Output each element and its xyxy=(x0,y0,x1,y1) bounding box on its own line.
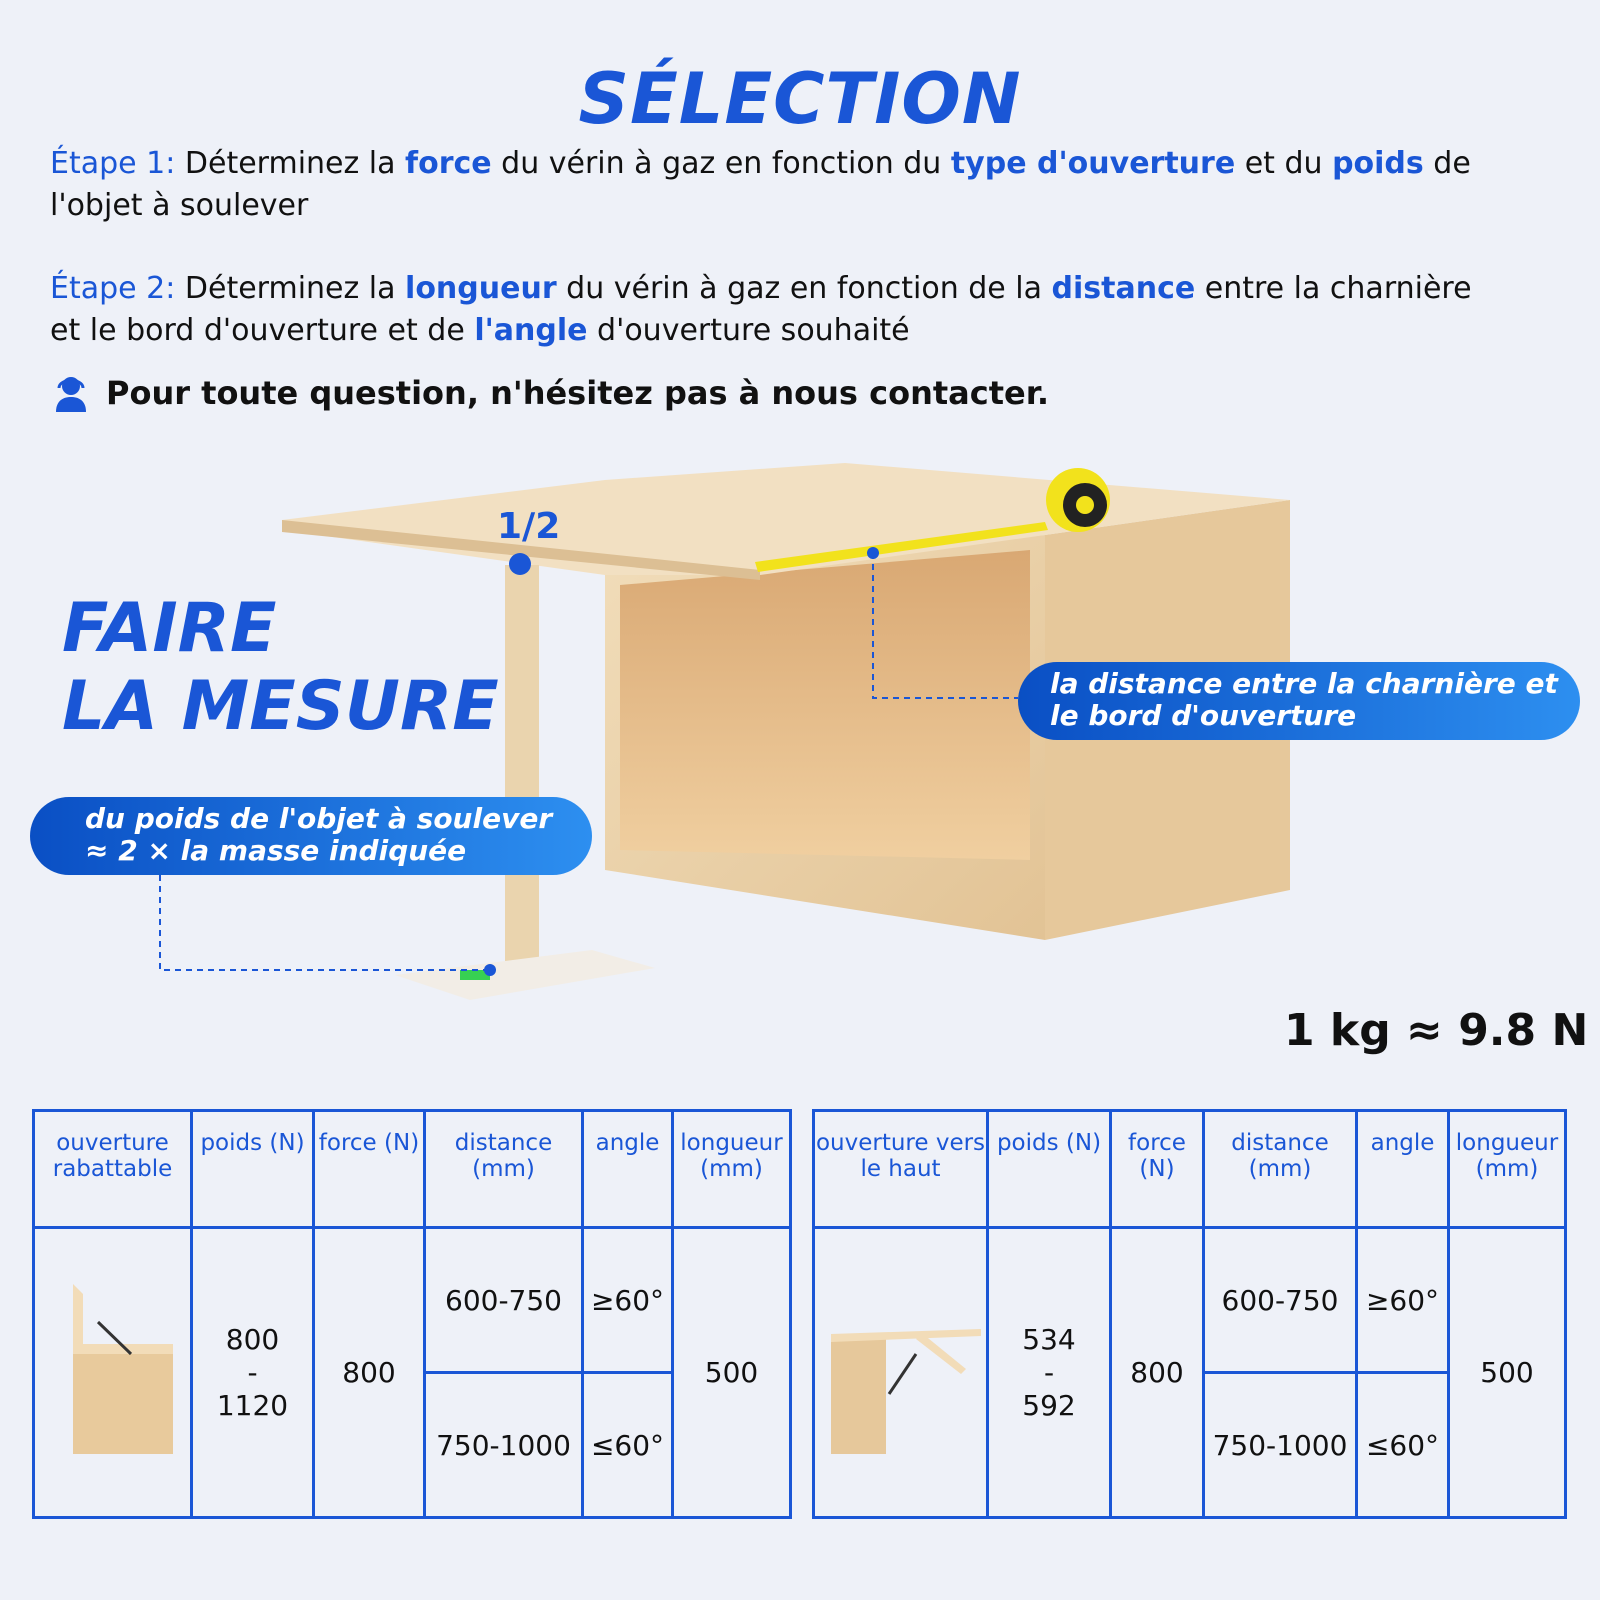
callout-line: du poids de l'objet à soulever xyxy=(85,802,553,835)
longueur-cell: 500 xyxy=(1449,1228,1566,1518)
callout-line: la distance entre la charnière et xyxy=(1050,667,1558,700)
step-text: Déterminez la xyxy=(175,146,406,181)
step-highlight: longueur xyxy=(405,271,557,306)
longueur-cell: 500 xyxy=(673,1228,791,1518)
step-1-text xyxy=(50,143,1510,227)
angle-header: angle xyxy=(1357,1111,1449,1228)
poids-sep: - xyxy=(247,1356,258,1389)
distance-cell: 750-1000 xyxy=(425,1373,583,1518)
poids-min: 534 xyxy=(1022,1323,1076,1356)
step-text: Déterminez la xyxy=(175,271,406,306)
spec-table-rabattable xyxy=(32,1109,792,1519)
callout-line: ≈ 2 × la masse indiquée xyxy=(85,834,467,867)
measure-heading xyxy=(62,590,499,746)
angle-cell: ≤60° xyxy=(583,1373,673,1518)
contact-text: Pour toute question, n'hésitez pas à nous contacter. xyxy=(106,374,1050,412)
step-2-text xyxy=(50,268,1510,352)
step-text: d'ouverture souhaité xyxy=(587,313,910,348)
step-text: du vérin à gaz en fonction de la xyxy=(556,271,1052,306)
longueur-header: longueur (mm) xyxy=(673,1111,791,1228)
poids-cell xyxy=(192,1228,314,1518)
rabattable-thumbnail xyxy=(34,1228,192,1518)
page-title: SÉLECTION xyxy=(578,58,1022,140)
step-highlight: poids xyxy=(1332,146,1424,181)
measure-heading-line: LA MESURE xyxy=(62,667,499,746)
opening-type-header: ouverture vers le haut xyxy=(814,1111,988,1228)
poids-cell xyxy=(988,1228,1111,1518)
distance-cell: 750-1000 xyxy=(1204,1373,1357,1518)
force-header: force (N) xyxy=(314,1111,425,1228)
step-2-label: Étape 2: xyxy=(50,271,176,306)
angle-cell: ≥60° xyxy=(1357,1228,1449,1373)
poids-header: poids (N) xyxy=(192,1111,314,1228)
vers-le-haut-thumbnail xyxy=(814,1228,988,1518)
step-text: du vérin à gaz en fonction du xyxy=(491,146,951,181)
distance-header: distance (mm) xyxy=(425,1111,583,1228)
step-highlight: l'angle xyxy=(474,313,588,348)
support-agent-icon xyxy=(50,372,92,414)
step-text: entre la charnière et le bord d'ouverture et de xyxy=(50,271,1472,348)
poids-max: 592 xyxy=(1022,1389,1076,1422)
spec-table-vers-le-haut xyxy=(812,1109,1567,1519)
conversion-note: 1 kg ≈ 9.8 N xyxy=(1284,1005,1589,1056)
measurement-illustration xyxy=(0,440,1600,1060)
angle-header: angle xyxy=(583,1111,673,1228)
angle-cell: ≥60° xyxy=(583,1228,673,1373)
force-cell: 800 xyxy=(1111,1228,1204,1518)
poids-min: 800 xyxy=(225,1323,280,1356)
step-highlight: distance xyxy=(1051,271,1196,306)
angle-cell: ≤60° xyxy=(1357,1373,1449,1518)
poids-sep: - xyxy=(1043,1356,1055,1389)
distance-header: distance (mm) xyxy=(1204,1111,1357,1228)
distance-cell: 600-750 xyxy=(1204,1228,1357,1373)
poids-header: poids (N) xyxy=(988,1111,1111,1228)
measure-heading-line: FAIRE xyxy=(62,589,277,668)
force-cell: 800 xyxy=(314,1228,425,1518)
step-1-label: Étape 1: xyxy=(50,146,176,181)
longueur-header: longueur (mm) xyxy=(1449,1111,1566,1228)
callout-line: le bord d'ouverture xyxy=(1050,699,1357,732)
half-point-marker xyxy=(509,553,531,575)
distance-cell: 600-750 xyxy=(425,1228,583,1373)
step-text: de l'objet à soulever xyxy=(50,146,1471,223)
weight-callout xyxy=(30,797,592,875)
contact-line[interactable] xyxy=(50,372,1049,414)
poids-max: 1120 xyxy=(216,1389,289,1422)
distance-callout xyxy=(1018,662,1580,740)
step-highlight: type d'ouverture xyxy=(950,146,1236,181)
force-header: force (N) xyxy=(1111,1111,1204,1228)
step-text: et du xyxy=(1235,146,1333,181)
step-highlight: force xyxy=(405,146,492,181)
opening-type-header: ouverture rabattable xyxy=(34,1111,192,1228)
half-label: 1/2 xyxy=(497,506,561,547)
